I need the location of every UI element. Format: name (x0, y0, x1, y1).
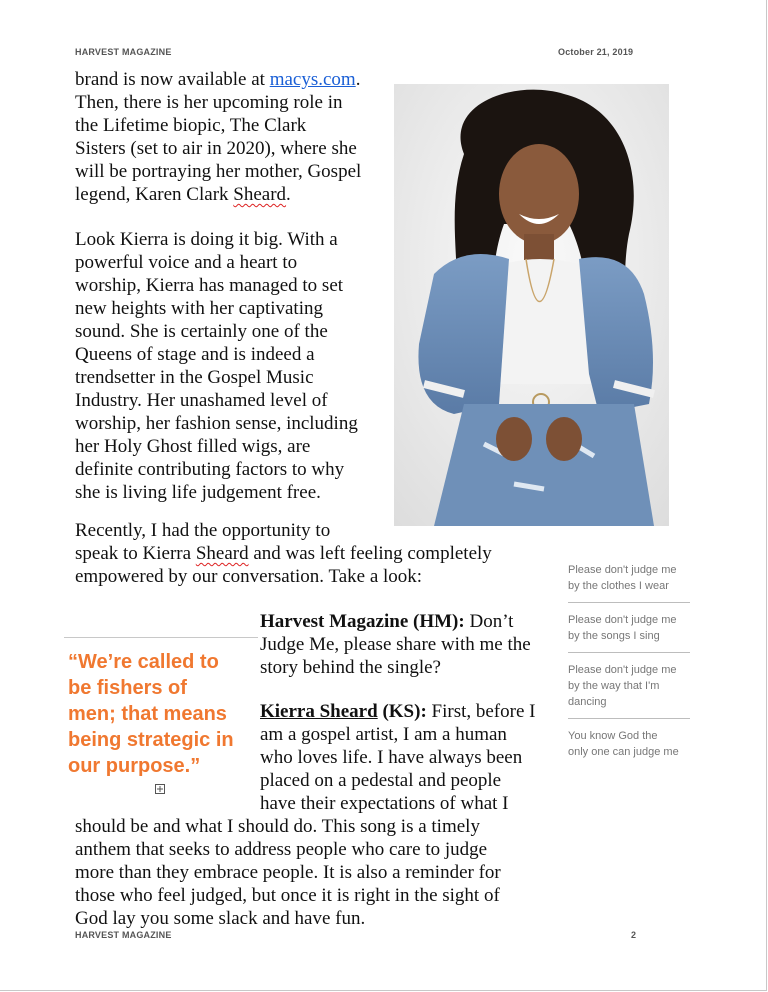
p2-line: Look Kierra is doing it big. With a (75, 229, 338, 250)
interview-answer-narrow: Kierra Sheard (KS): First, before I am a gospel artist, I am a human who loves life. I have always been placed on a pedestal and people have their expectations of what I (260, 701, 536, 814)
sidebar-lyric-item: Please don't judge me by the clothes I wear (568, 560, 690, 603)
sidebar-lyrics (568, 560, 690, 775)
sidebar-lyric-item: You know God the only one can judge me (568, 730, 679, 758)
p2-line: definite contributing factors to why (75, 459, 345, 480)
p2-line: trendsetter in the Gospel Music (75, 367, 314, 388)
text-box-anchor-icon[interactable] (155, 784, 165, 794)
p1-line-1: brand is now available at macys.com. (75, 69, 361, 90)
paragraph-1 (75, 68, 395, 206)
p2-line: powerful voice and a heart to (75, 252, 298, 273)
footer-page-number: 2 (631, 930, 637, 940)
macys-link[interactable]: macys.com (269, 69, 356, 90)
spellcheck-word: Sheard (233, 184, 287, 205)
p1-line-2: Then, there is her upcoming role in (75, 92, 343, 113)
p3-line-3: empowered by our conversation. Take a look: (75, 566, 423, 587)
header-magazine-name: HARVEST MAGAZINE (75, 47, 172, 57)
question-speaker: Harvest Magazine (HM): (260, 611, 465, 632)
sidebar-lyric-item: Please don't judge me by the songs I sing (568, 610, 690, 653)
interview-question: Harvest Magazine (HM): Don’t Judge Me, please share with me the story behind the single? (260, 611, 531, 678)
spellcheck-word: Sheard (195, 543, 249, 564)
p2-line: Queens of stage and is indeed a (75, 344, 315, 365)
p1-line-4: Sisters (set to air in 2020), where she (75, 138, 357, 159)
p3-line-1: Recently, I had the opportunity to (75, 520, 331, 541)
p2-line: she is living life judgement free. (75, 482, 321, 503)
portrait-photo-icon (394, 84, 669, 526)
p1-line-6: legend, Karen Clark Sheard. (75, 184, 291, 205)
p1-line-5: will be portraying her mother, Gospel (75, 161, 362, 182)
paragraph-2 (75, 228, 395, 504)
p2-line: new heights with her captivating (75, 298, 323, 319)
header-date: October 21, 2019 (558, 47, 634, 57)
p2-line: her Holy Ghost filled wigs, are (75, 436, 311, 457)
footer-magazine-name: HARVEST MAGAZINE (75, 930, 172, 940)
paragraph-3 (75, 519, 535, 588)
pull-quote: “We’re called to be fishers of men; that means being strategic in our purpose.” (68, 651, 234, 777)
p3-line-2: speak to Kierra Sheard and was left feeling completely (75, 543, 492, 564)
p2-line: worship, Kierra has managed to set (75, 275, 344, 296)
p2-line: sound. She is certainly one of the (75, 321, 328, 342)
p1-line-3: the Lifetime biopic, The Clark (75, 115, 307, 136)
sidebar-lyric-item: Please don't judge me by the way that I'm dancing (568, 660, 690, 719)
p2-line: Industry. Her unashamed level of (75, 390, 328, 411)
p2-line: worship, her fashion sense, including (75, 413, 358, 434)
pull-quote-rule (64, 637, 258, 638)
interview-answer-wide: should be and what I should do. This song is a timely anthem that seeks to address people who care to judge more than they embrace people. It is also a reminder for those who feel judged, but once it is right in the sight of God lay you some slack and have fun. (75, 816, 501, 929)
answer-speaker-name: Kierra Sheard (260, 701, 378, 722)
